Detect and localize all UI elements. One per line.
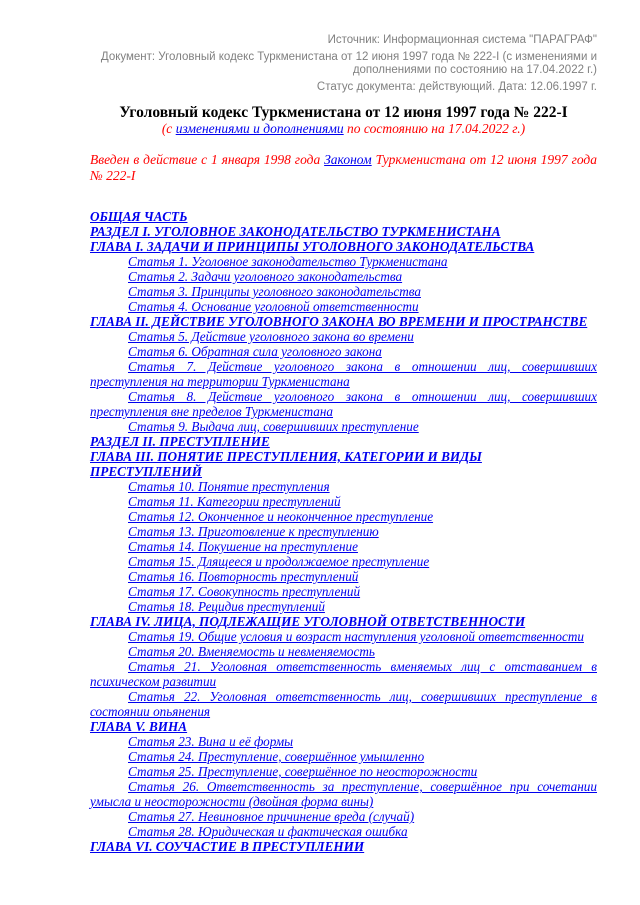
toc-link[interactable]: Статья 14. Покушение на преступление <box>128 539 358 554</box>
toc-item <box>90 689 597 719</box>
toc-link[interactable]: ГЛАВА I. ЗАДАЧИ И ПРИНЦИПЫ УГОЛОВНОГО ЗАКОНОДАТЕЛЬСТВА <box>90 239 535 254</box>
toc-item <box>90 719 597 734</box>
toc-link[interactable]: Статья 23. Вина и её формы <box>128 734 294 749</box>
amendments-link[interactable]: изменениями и дополнениями <box>175 121 344 136</box>
toc-link[interactable]: Статья 6. Обратная сила уголовного закона <box>128 344 382 359</box>
toc-item <box>90 584 597 599</box>
toc-link[interactable]: Статья 26. Ответственность за преступление, совершённое при сочетании умысла и неосторожности (двойная форма вины) <box>90 779 597 809</box>
toc-item <box>90 449 597 479</box>
toc-item <box>90 314 597 329</box>
toc-link[interactable]: ГЛАВА VI. СОУЧАСТИЕ В ПРЕСТУПЛЕНИИ <box>90 839 365 854</box>
toc-link[interactable]: Статья 19. Общие условия и возраст наступления уголовной ответственности <box>128 629 584 644</box>
intro-suffix: Туркменистана от 12 июня 1997 года № 222-I <box>90 152 597 183</box>
toc-item <box>90 614 597 629</box>
toc-item <box>90 329 597 344</box>
toc-link[interactable]: ГЛАВА III. ПОНЯТИЕ ПРЕСТУПЛЕНИЯ, КАТЕГОРИИ И ВИДЫ ПРЕСТУПЛЕНИЙ <box>90 449 482 479</box>
toc-item <box>90 224 597 239</box>
meta-document: Документ: Уголовный кодекс Туркменистана от 12 июня 1997 года № 222-I (с изменениями и дополнениями по состоянию на 17.04.2022 г.) <box>100 51 597 76</box>
toc-item <box>90 269 597 284</box>
toc-item <box>90 779 597 809</box>
toc-link[interactable]: ГЛАВА IV. ЛИЦА, ПОДЛЕЖАЩИЕ УГОЛОВНОЙ ОТВЕТСТВЕННОСТИ <box>90 614 526 629</box>
page-title: Уголовный кодекс Туркменистана от 12 июня 1997 года № 222-I <box>119 104 568 121</box>
toc-item <box>90 209 597 224</box>
toc-item <box>90 284 597 299</box>
toc-item <box>90 569 597 584</box>
toc-item <box>90 554 597 569</box>
toc-item <box>90 599 597 614</box>
toc-link[interactable]: Статья 9. Выдача лиц, совершивших преступление <box>128 419 419 434</box>
toc-item <box>90 839 597 854</box>
toc-link[interactable]: ГЛАВА II. ДЕЙСТВИЕ УГОЛОВНОГО ЗАКОНА ВО ВРЕМЕНИ И ПРОСТРАНСТВЕ <box>90 314 588 329</box>
toc-link[interactable]: Статья 21. Уголовная ответственность вменяемых лиц с отставанием в психическом развитии <box>90 659 597 689</box>
toc-item <box>90 659 597 689</box>
toc-item <box>90 299 597 314</box>
toc-item <box>90 479 597 494</box>
toc-link[interactable]: Статья 8. Действие уголовного закона в отношении лиц, совершивших преступления вне пределов Туркменистана <box>90 389 597 419</box>
toc-item <box>90 359 597 389</box>
document-meta <box>90 34 597 94</box>
meta-source: Источник: Информационная система "ПАРАГРАФ" <box>327 34 597 46</box>
toc-item <box>90 434 597 449</box>
toc-link[interactable]: Статья 28. Юридическая и фактическая ошибка <box>128 824 408 839</box>
toc-item <box>90 749 597 764</box>
toc-item <box>90 524 597 539</box>
intro-paragraph <box>90 152 597 183</box>
toc-item <box>90 419 597 434</box>
toc-item <box>90 644 597 659</box>
toc-item <box>90 239 597 254</box>
toc-link[interactable]: Статья 11. Категории преступлений <box>128 494 341 509</box>
toc-item <box>90 254 597 269</box>
toc-link[interactable]: Статья 12. Оконченное и неоконченное преступление <box>128 509 434 524</box>
toc-link[interactable]: Статья 5. Действие уголовного закона во времени <box>128 329 414 344</box>
toc-link[interactable]: Статья 18. Рецидив преступлений <box>128 599 325 614</box>
toc-link[interactable]: Статья 27. Невиновное причинение вреда (случай) <box>128 809 415 824</box>
toc-item <box>90 539 597 554</box>
subtitle-suffix: по состоянию на 17.04.2022 г.) <box>343 121 526 136</box>
toc-link[interactable]: Статья 1. Уголовное законодательство Туркменистана <box>128 254 448 269</box>
toc-link[interactable]: ГЛАВА V. ВИНА <box>90 719 188 734</box>
toc-link[interactable]: Статья 2. Задачи уголовного законодательства <box>128 269 403 284</box>
intro-prefix: Введен в действие с 1 января 1998 года <box>90 152 325 167</box>
toc-item <box>90 389 597 419</box>
toc-link[interactable]: РАЗДЕЛ I. УГОЛОВНОЕ ЗАКОНОДАТЕЛЬСТВО ТУРКМЕНИСТАНА <box>90 224 501 239</box>
toc-link[interactable]: ОБЩАЯ ЧАСТЬ <box>90 209 188 224</box>
toc-item <box>90 344 597 359</box>
toc-link[interactable]: Статья 17. Совокупность преступлений <box>128 584 361 599</box>
toc-link[interactable]: Статья 24. Преступление, совершённое умышленно <box>128 749 425 764</box>
subtitle-prefix: (с <box>161 121 176 136</box>
meta-status: Статус документа: действующий. Дата: 12.06.1997 г. <box>316 81 597 93</box>
toc-link[interactable]: Статья 15. Длящееся и продолжаемое преступление <box>128 554 430 569</box>
toc-item <box>90 824 597 839</box>
toc-link[interactable]: Статья 10. Понятие преступления <box>128 479 330 494</box>
law-link[interactable]: Законом <box>324 152 372 167</box>
toc-link[interactable]: Статья 7. Действие уголовного закона в отношении лиц, совершивших преступления на территории Туркменистана <box>90 359 597 389</box>
toc-item <box>90 809 597 824</box>
toc-link[interactable]: Статья 3. Принципы уголовного законодательства <box>128 284 421 299</box>
toc-link[interactable]: Статья 16. Повторность преступлений <box>128 569 359 584</box>
toc-link[interactable]: Статья 22. Уголовная ответственность лиц, совершивших преступление в состоянии опьянения <box>90 689 597 719</box>
table-of-contents <box>90 209 597 854</box>
toc-link[interactable]: Статья 13. Приготовление к преступлению <box>128 524 379 539</box>
toc-item <box>90 764 597 779</box>
toc-link[interactable]: РАЗДЕЛ II. ПРЕСТУПЛЕНИЕ <box>90 434 270 449</box>
toc-link[interactable]: Статья 4. Основание уголовной ответственности <box>128 299 419 314</box>
toc-item <box>90 734 597 749</box>
document-subtitle <box>90 121 597 136</box>
toc-item <box>90 629 597 644</box>
toc-link[interactable]: Статья 20. Вменяемость и невменяемость <box>128 644 375 659</box>
toc-item <box>90 509 597 524</box>
toc-link[interactable]: Статья 25. Преступление, совершённое по неосторожности <box>128 764 478 779</box>
toc-item <box>90 494 597 509</box>
